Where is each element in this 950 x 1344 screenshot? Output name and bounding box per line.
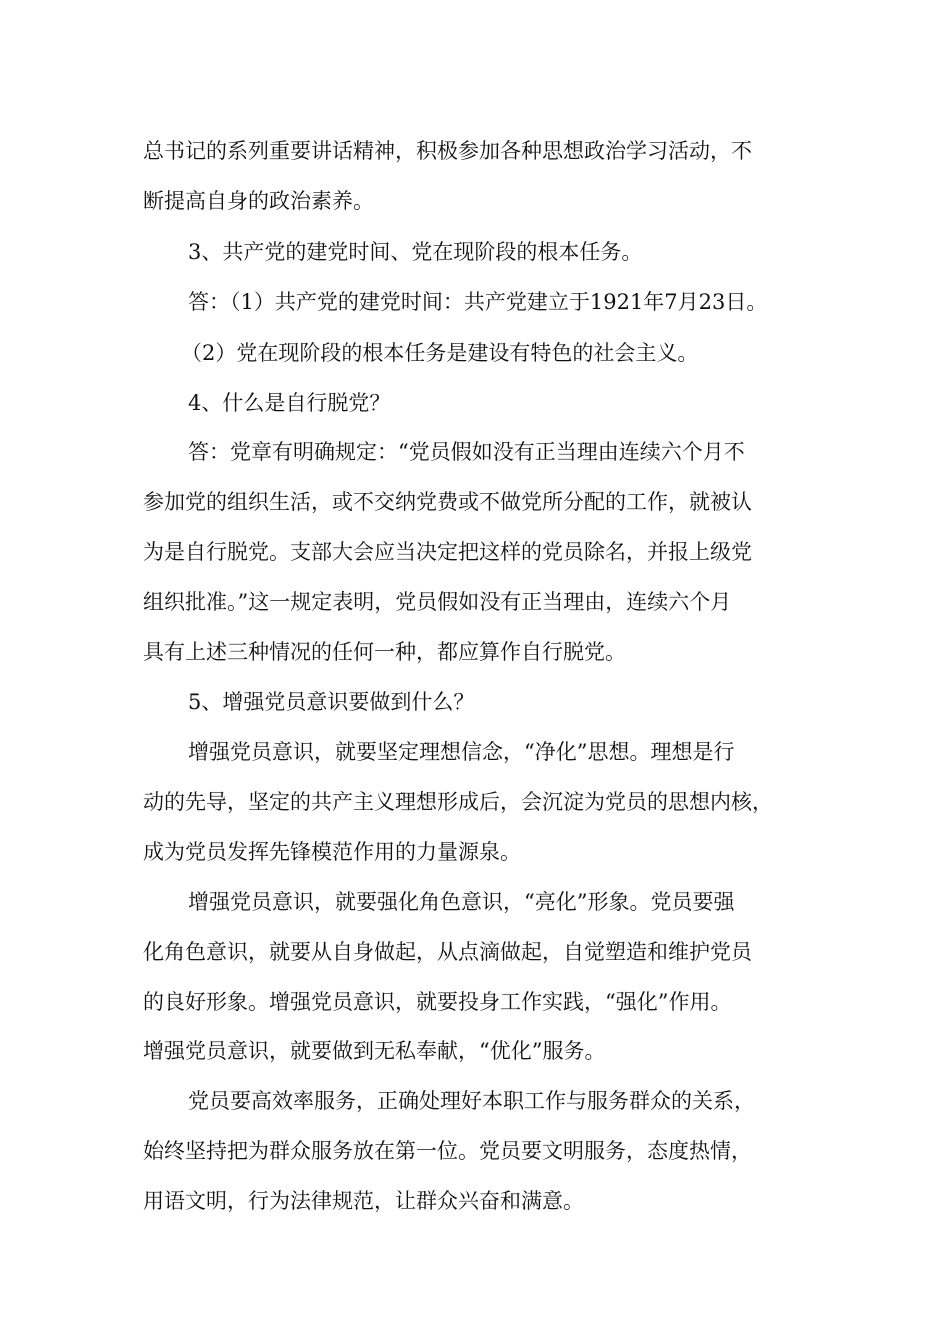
text-line: 答：（1）共产党的建党时间：共产党建立于1921年7月23日。 [188, 290, 768, 314]
text-line: 增强党员意识，就要强化角色意识，“亮化”形象。党员要强 [188, 890, 735, 914]
text-line: 党员要高效率服务，正确处理好本职工作与服务群众的关系， [188, 1089, 755, 1113]
text-line: 化角色意识，就要从自身做起，从点滴做起，自觉塑造和维护党员 [143, 940, 752, 964]
question-heading: 3、共产党的建党时间、党在现阶段的根本任务。 [188, 240, 643, 264]
text-line: 总书记的系列重要讲话精神，积极参加各种思想政治学习活动，不 [143, 139, 752, 163]
text-line: 组织批准。”这一规定表明，党员假如没有正当理由，连续六个月 [143, 590, 732, 614]
text-line: 增强党员意识，就要做到无私奉献，“优化”服务。 [143, 1039, 606, 1063]
text-line: 成为党员发挥先锋模范作用的力量源泉。 [143, 840, 521, 864]
text-line: 增强党员意识，就要坚定理想信念，“净化”思想。理想是行 [188, 740, 735, 764]
text-line: （2）党在现阶段的根本任务是建设有特色的社会主义。 [181, 341, 699, 365]
text-line: 为是自行脱党。支部大会应当决定把这样的党员除名，并报上级党 [143, 540, 752, 564]
question-heading: 5、增强党员意识要做到什么？ [188, 690, 475, 714]
text-line: 的良好形象。增强党员意识，就要投身工作实践，“强化”作用。 [143, 990, 732, 1014]
text-line: 始终坚持把为群众服务放在第一位。党员要文明服务，态度热情， [143, 1139, 752, 1163]
text-line: 具有上述三种情况的任何一种，都应算作自行脱党。 [143, 640, 626, 664]
text-line: 动的先导，坚定的共产主义理想形成后，会沉淀为党员的思想内核， [143, 790, 773, 814]
text-line: 答：党章有明确规定：“党员假如没有正当理由连续六个月不 [188, 440, 745, 464]
text-line: 断提高自身的政治素养。 [143, 189, 374, 213]
question-heading: 4、什么是自行脱党？ [188, 391, 391, 415]
text-line: 用语文明，行为法律规范，让群众兴奋和满意。 [143, 1189, 584, 1213]
text-line: 参加党的组织生活，或不交纳党费或不做党所分配的工作，就被认 [143, 490, 752, 514]
